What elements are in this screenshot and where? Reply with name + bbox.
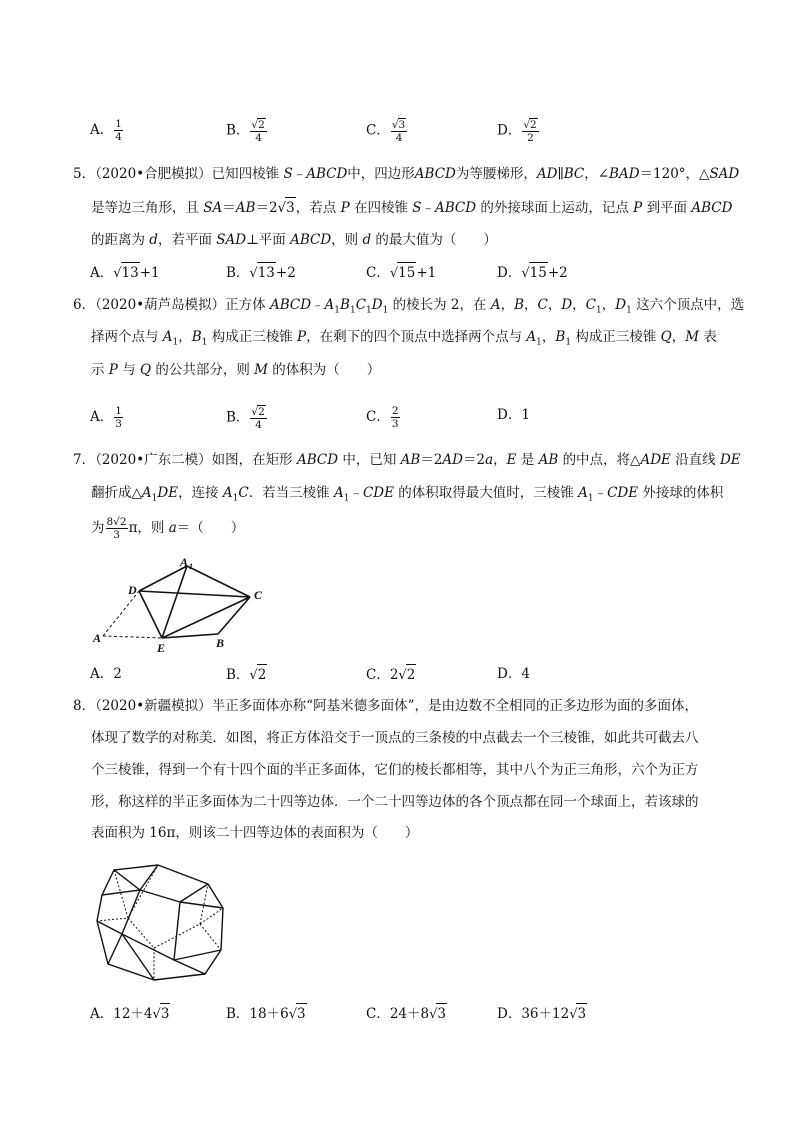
q8-option-c[interactable]: C．24＋8√3 [366, 1003, 447, 1025]
q5-line-3: 的距离为 d，若平面 SAD⊥平面 ABCD，则 d 的最大值为（ ） [91, 232, 497, 248]
q8-cuboctahedron-figure [90, 860, 230, 985]
q7-line-1: 7．（2020•广东二模）如图，在矩形 ABCD 中，已知 AB＝2AD＝2a，E 是 AB 的中点，将△ADE 沿直线 DE [73, 452, 741, 468]
q5-line-2: 是等边三角形，且 SA＝AB＝2√3，若点 P 在四棱锥 S﹣ABCD 的外接球面上运动，记点 P 到平面 ABCD [91, 197, 732, 218]
svg-text:1: 1 [189, 562, 193, 571]
q4-option-a[interactable]: A． $\frac{1}{4}$ [90, 118, 122, 143]
q5-option-c[interactable]: C．√15+1 [366, 262, 436, 284]
q5-line-1: 5．（2020•合肥模拟）已知四棱锥 S﹣ABCD中，四边形ABCD为等腰梯形，AD∥BC，∠BAD＝120°，△SAD [73, 166, 740, 182]
q7-line-3: 为 $\frac{8√2}{3}$ π，则 a＝（ ） [91, 516, 245, 541]
q6-option-c[interactable]: C． $\frac{2}{3}$ [366, 405, 399, 430]
q8-option-b[interactable]: B．18＋6√3 [226, 1003, 307, 1025]
q4-option-d[interactable]: D． $\frac{√2}{2}$ [497, 119, 537, 144]
label-a1: A [180, 556, 189, 569]
q6-line-2: 择两个点与 $A_1$，$B_1$ 构成正三棱锥 P，在剩下的四个顶点中选择两个点与 $A_1$，$B_1$ 构成正三棱锥 Q，M 表 [91, 329, 717, 348]
label-c: C [254, 588, 263, 602]
label-d: D [128, 583, 137, 597]
label-b: B [216, 636, 225, 650]
q6-option-b[interactable]: B． $\frac{√2}{4}$ [226, 406, 265, 431]
q7-option-c[interactable]: C．2√2 [366, 664, 416, 686]
q4-option-b[interactable]: B． $\frac{√2}{4}$ [226, 119, 265, 144]
q7-option-d[interactable]: D．4 [497, 666, 530, 682]
q8-option-a[interactable]: A．12＋4√3 [90, 1003, 170, 1025]
q7-option-a[interactable]: A．2 [90, 666, 122, 682]
fraction: $\frac{√2}{2}$ [523, 119, 537, 144]
q7-line-2: 翻折成$\triangle A_1DE$，连接 $A_1C$．若当三棱锥 $A_1﹣CDE$ 的体积取得最大值时，三棱锥 $A_1﹣CDE$ 外接球的体积 [91, 485, 724, 504]
q6-option-d[interactable]: D．1 [497, 407, 530, 423]
label-a: A [93, 631, 102, 645]
q8-line-3: 个三棱锥，得到一个有十四个面的半正多面体，它们的棱长都相等，其中八个为正三角形，六个为正方 [91, 762, 699, 778]
fraction: $\frac{√2}{4}$ [251, 119, 265, 144]
label-e: E [157, 641, 166, 655]
q4-option-c[interactable]: C． $\frac{√3}{4}$ [366, 119, 406, 144]
q8-line-4: 形，称这样的半正多面体为二十四等边体．一个二十四等边体的各个顶点都在同一个球面上，若该球的 [91, 794, 699, 810]
q6-line-3: 示 P 与 Q 的公共部分，则 M 的体积为（ ） [91, 362, 381, 378]
q6-line-1: 6．（2020•葫芦岛模拟）正方体 $ABCD﹣A_1B_1C_1D_1$ 的棱长为 2，在 A，B，C，D，$C_1$，$D_1$ 这六个顶点中，选 [73, 297, 745, 316]
q5-option-b[interactable]: B．√13+2 [226, 262, 296, 284]
q8-option-d[interactable]: D．36＋12√3 [497, 1003, 587, 1025]
q7-option-b[interactable]: B．√2 [226, 664, 267, 686]
q7-folding-figure [90, 556, 280, 656]
fraction: $\frac{1}{4}$ [115, 118, 122, 143]
q8-line-1: 8．（2020•新疆模拟）半正多面体亦称“阿基米德多面体”，是由边数不全相同的正多边形为面的多面体， [73, 698, 698, 714]
q8-line-2: 体现了数学的对称美．如图，将正方体沿交于一顶点的三条棱的中点截去一个三棱锥，如此共可截去八 [91, 730, 699, 746]
q6-option-a[interactable]: A． $\frac{1}{3}$ [90, 405, 122, 430]
q8-line-5: 表面积为 16π，则该二十四等边体的表面积为（ ） [91, 825, 419, 841]
q5-option-d[interactable]: D．√15+2 [497, 262, 568, 284]
q5-option-a[interactable]: A．√13+1 [90, 262, 160, 284]
fraction: $\frac{√3}{4}$ [391, 119, 406, 144]
